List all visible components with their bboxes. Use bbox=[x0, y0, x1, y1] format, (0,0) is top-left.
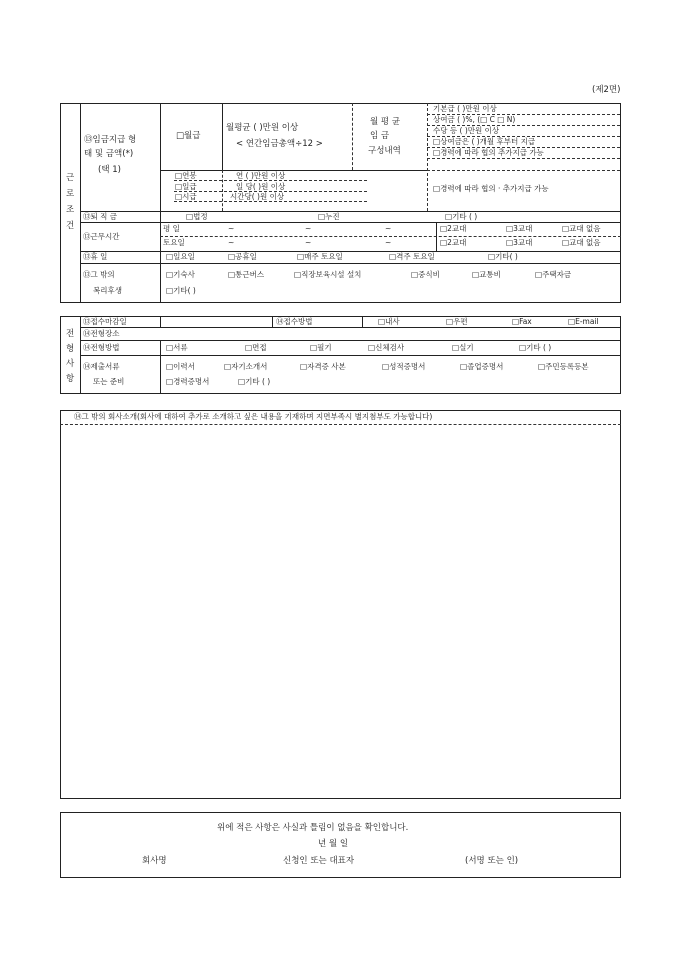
side-label-conditions-3: 조 bbox=[66, 205, 75, 215]
doc-other-checkbox[interactable]: □기타 ( ) bbox=[238, 377, 271, 386]
side-label-screening-3: 사 bbox=[66, 359, 75, 369]
method-mail-checkbox[interactable]: □우편 bbox=[446, 317, 468, 326]
process-documents-checkbox[interactable]: □서류 bbox=[166, 343, 188, 352]
weekday-2shift-checkbox[interactable]: □2교대 bbox=[440, 224, 467, 233]
welfare-daycare-checkbox[interactable]: □직장보육시설 설치 bbox=[294, 270, 362, 279]
documents-label-line1: ⑭제출서류 bbox=[83, 362, 120, 371]
side-label-conditions-2: 로 bbox=[66, 189, 75, 199]
welfare-transport-checkbox[interactable]: □교통비 bbox=[472, 270, 501, 279]
method-email-checkbox[interactable]: □E-mail bbox=[568, 317, 599, 326]
saturday-range-2: ~ bbox=[305, 238, 312, 247]
side-label-screening-2: 형 bbox=[66, 344, 75, 354]
wage-annual-amount: 연 ( )만원 이상 bbox=[236, 171, 286, 180]
doc-career-checkbox[interactable]: □경력증명서 bbox=[166, 377, 210, 386]
confirmation-date: 년 월 일 bbox=[318, 839, 349, 849]
welfare-housing-checkbox[interactable]: □주택자금 bbox=[535, 270, 572, 279]
applicant-label: 신청인 또는 대표자 bbox=[283, 856, 355, 866]
process-interview-checkbox[interactable]: □면접 bbox=[245, 343, 267, 352]
page-number-label: (제2면) bbox=[592, 85, 621, 95]
welfare-label-line2: 복리후생 bbox=[93, 286, 122, 295]
welfare-label-line1: ⑬그 밖의 bbox=[83, 270, 115, 279]
wage-monthly-checkbox[interactable]: □월급 bbox=[176, 131, 201, 141]
wage-label-line1: ⑬임금지급 형 bbox=[84, 135, 137, 145]
wage-daily-checkbox[interactable]: □일급 bbox=[175, 182, 197, 191]
saturday-range-3: ~ bbox=[385, 238, 392, 247]
wage-label-line2: 태 및 금액(*) bbox=[84, 149, 134, 159]
process-practical-checkbox[interactable]: □실기 bbox=[452, 343, 474, 352]
weekday-range-2: ~ bbox=[305, 224, 312, 233]
career-extra-checkbox-1[interactable]: □경력에 따라 협의 추가지급 가능 bbox=[433, 148, 544, 157]
side-label-screening-4: 항 bbox=[66, 374, 75, 384]
process-physical-checkbox[interactable]: □신체검사 bbox=[368, 343, 405, 352]
welfare-dorm-checkbox[interactable]: □기숙사 bbox=[166, 270, 195, 279]
application-method-label: ⑭접수방법 bbox=[276, 317, 313, 326]
holiday-every-saturday-checkbox[interactable]: □매주 토요일 bbox=[297, 252, 343, 261]
company-intro-box[interactable] bbox=[60, 410, 621, 799]
confirmation-statement: 위에 적은 사항은 사실과 틀림이 없음을 확인합니다. bbox=[217, 823, 409, 833]
doc-graduation-checkbox[interactable]: □졸업증명서 bbox=[460, 362, 504, 371]
bonus-start-checkbox[interactable]: □상여금은 ( )개월 후부터 지급 bbox=[433, 137, 536, 146]
saturday-noshift-checkbox[interactable]: □교대 없음 bbox=[562, 238, 601, 247]
saturday-range-1: ~ bbox=[228, 238, 235, 247]
side-label-screening-1: 전 bbox=[66, 329, 75, 339]
saturday-2shift-checkbox[interactable]: □2교대 bbox=[440, 238, 467, 247]
method-visit-checkbox[interactable]: □내사 bbox=[378, 317, 400, 326]
company-name-label: 회사명 bbox=[142, 856, 167, 866]
wage-annual-checkbox[interactable]: □연봉 bbox=[175, 171, 197, 180]
bonus-rate: 상여금 ( )%, (□ C □ N) bbox=[433, 115, 516, 124]
wage-monthly-average-note: < 연간임금총액÷12 > bbox=[236, 139, 323, 149]
screening-place-label: ⑭전형장소 bbox=[83, 329, 120, 338]
weekday-range-1: ~ bbox=[228, 224, 235, 233]
wage-composition-line1: 월 평 균 bbox=[370, 117, 401, 127]
deadline-label: ⑬접수마감일 bbox=[83, 317, 127, 326]
wage-composition-line2: 임 금 bbox=[370, 131, 390, 141]
process-other-checkbox[interactable]: □기타 ( ) bbox=[519, 343, 552, 352]
welfare-other-checkbox[interactable]: □기타( ) bbox=[166, 286, 196, 295]
holiday-label: ⑬휴 일 bbox=[83, 252, 108, 261]
wage-hourly-amount: 시간당( )원 이상 bbox=[230, 192, 285, 201]
holiday-alternate-saturday-checkbox[interactable]: □격주 토요일 bbox=[389, 252, 435, 261]
doc-resident-checkbox[interactable]: □주민등록등본 bbox=[538, 362, 589, 371]
retirement-label: ⑬퇴 직 금 bbox=[83, 212, 118, 221]
wage-composition-line3: 구성내역 bbox=[368, 146, 401, 156]
base-salary: 기본급 ( )만원 이상 bbox=[433, 104, 497, 113]
allowance: 수당 등 ( )만원 이상 bbox=[433, 126, 500, 135]
holiday-sunday-checkbox[interactable]: □일요일 bbox=[166, 252, 195, 261]
welfare-meal-checkbox[interactable]: □중식비 bbox=[411, 270, 440, 279]
retirement-other-checkbox[interactable]: □기타 ( ) bbox=[445, 212, 478, 221]
wage-label-line3: (택 1) bbox=[98, 165, 121, 175]
wage-monthly-average: 월평균 ( )만원 이상 bbox=[226, 123, 299, 133]
documents-label-line2: 또는 준비 bbox=[93, 377, 125, 386]
doc-intro-checkbox[interactable]: □자기소개서 bbox=[224, 362, 268, 371]
process-written-checkbox[interactable]: □필기 bbox=[310, 343, 332, 352]
weekday-3shift-checkbox[interactable]: □3교대 bbox=[506, 224, 533, 233]
doc-license-checkbox[interactable]: □자격증 사본 bbox=[300, 362, 346, 371]
holiday-public-checkbox[interactable]: □공휴일 bbox=[228, 252, 257, 261]
side-label-conditions-4: 건 bbox=[66, 221, 75, 231]
side-label-conditions-1: 근 bbox=[66, 173, 75, 183]
retirement-cumulative-checkbox[interactable]: □누진 bbox=[318, 212, 340, 221]
work-hours-label: ⑬근무시간 bbox=[83, 232, 120, 241]
weekday-label: 평 일 bbox=[163, 224, 180, 233]
saturday-label: 토요일 bbox=[163, 238, 185, 247]
wage-hourly-checkbox[interactable]: □시급 bbox=[175, 192, 197, 201]
weekday-noshift-checkbox[interactable]: □교대 없음 bbox=[562, 224, 601, 233]
career-extra-checkbox-2[interactable]: □경력에 따라 협의 · 추가지급 가능 bbox=[433, 184, 549, 193]
wage-daily-amount: 일 당( )원 이상 bbox=[236, 182, 286, 191]
method-fax-checkbox[interactable]: □Fax bbox=[512, 317, 532, 326]
company-intro-header: ⑭그 밖의 회사소개(회사에 대하여 추가로 소개하고 싶은 내용을 기재하며 지면부족시 별지첨부도 가능합니다) bbox=[74, 412, 433, 421]
holiday-other-checkbox[interactable]: □기타( ) bbox=[488, 252, 518, 261]
weekday-range-3: ~ bbox=[385, 224, 392, 233]
retirement-legal-checkbox[interactable]: □법정 bbox=[186, 212, 208, 221]
doc-resume-checkbox[interactable]: □이력서 bbox=[166, 362, 195, 371]
screening-process-label: ⑭전형방법 bbox=[83, 343, 120, 352]
signature-label: (서명 또는 인) bbox=[465, 856, 519, 866]
saturday-3shift-checkbox[interactable]: □3교대 bbox=[506, 238, 533, 247]
welfare-bus-checkbox[interactable]: □통근버스 bbox=[228, 270, 265, 279]
doc-grades-checkbox[interactable]: □성적증명서 bbox=[382, 362, 426, 371]
